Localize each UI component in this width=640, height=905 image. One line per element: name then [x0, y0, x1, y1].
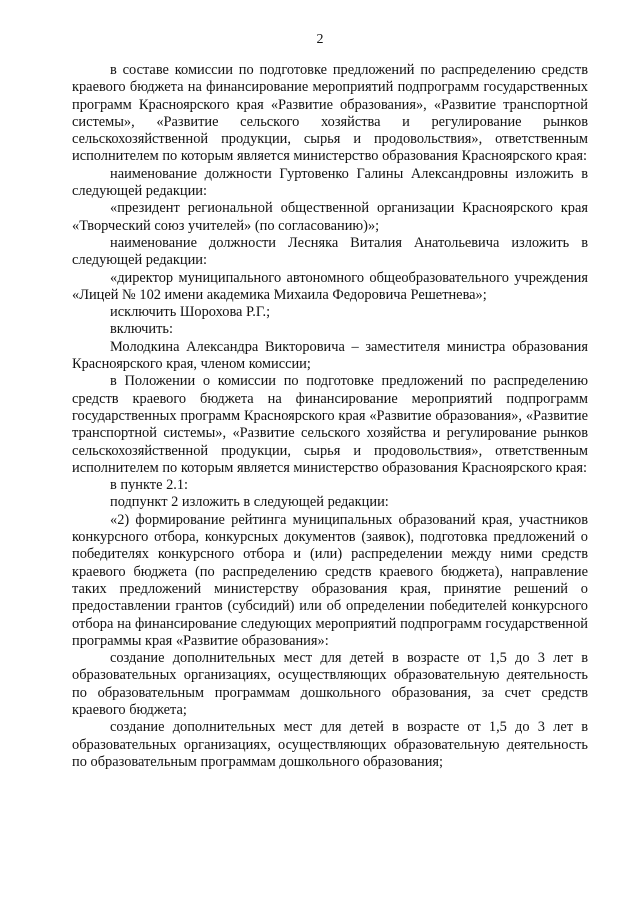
- paragraph: создание дополнительных мест для детей в возрасте от 1,5 до 3 лет в образовательных организациях, осуществляющих образовательную деятельность по образовательным программам дошкольного образования;: [72, 719, 588, 770]
- paragraph: подпункт 2 изложить в следующей редакции:: [110, 494, 389, 511]
- paragraph: «президент региональной общественной организации Красноярского края «Творческий союз учителей» (по согласованию)»;: [72, 200, 588, 234]
- paragraph: в пункте 2.1:: [110, 477, 189, 494]
- paragraph: в составе комиссии по подготовке предложений по распределению средств краевого бюджета на финансирование мероприятий подпрограмм государственных программ Красноярского края «Развитие образования», «Развитие транспортной системы», «Развитие сельского хозяйства и регулирование рынков сельскохозяйственной продукции, сырья и продовольствия», ответственным исполнителем по которым является министерство образования Красноярского края:: [72, 62, 588, 165]
- paragraph: в Положении о комиссии по подготовке предложений по распределению средств краевого бюджета на финансирование мероприятий подпрограмм государственных программ Красноярского края «Развитие образования», «Развитие транспортной системы», «Развитие сельского хозяйства и регулирование рынков сельскохозяйственной продукции, сырья и продовольствия», ответственным исполнителем по которым является министерство образования Красноярского края:: [72, 373, 588, 476]
- paragraph: «директор муниципального автономного общеобразовательного учреждения «Лицей № 102 имени академика Михаила Федоровича Решетнева»;: [72, 269, 588, 303]
- paragraph: наименование должности Гуртовенко Галины Александровны изложить в следующей редакции:: [72, 165, 588, 200]
- paragraph: Молодкина Александра Викторовича – заместителя министра образования Красноярского края, членом комиссии;: [72, 338, 588, 373]
- paragraph: наименование должности Лесняка Виталия Анатольевича изложить в следующей редакции:: [72, 234, 588, 269]
- document-body: [72, 62, 588, 771]
- paragraph: «2) формирование рейтинга муниципальных образований края, участников конкурсного отбора, конкурсных документов (заявок), подготовка предложений о победителях конкурсного отбора и (или) распределении между ними средств краевого бюджета (по распределению средств краевого бюджета), направление таких предложений министерству образования края, принятие решений о предоставлении грантов (субсидий) или об определении победителей конкурсного отбора на финансирование следующих мероприятий подпрограмм государственной программы края «Развитие образования»:: [72, 511, 588, 649]
- paragraph: создание дополнительных мест для детей в возрасте от 1,5 до 3 лет в образовательных организациях, осуществляющих образовательную деятельность по образовательным программам дошкольного образования, за счет средств краевого бюджета;: [72, 650, 588, 718]
- paragraph: исключить Шорохова Р.Г.;: [110, 304, 271, 321]
- page-number: 2: [316, 32, 324, 47]
- paragraph: включить:: [110, 321, 173, 338]
